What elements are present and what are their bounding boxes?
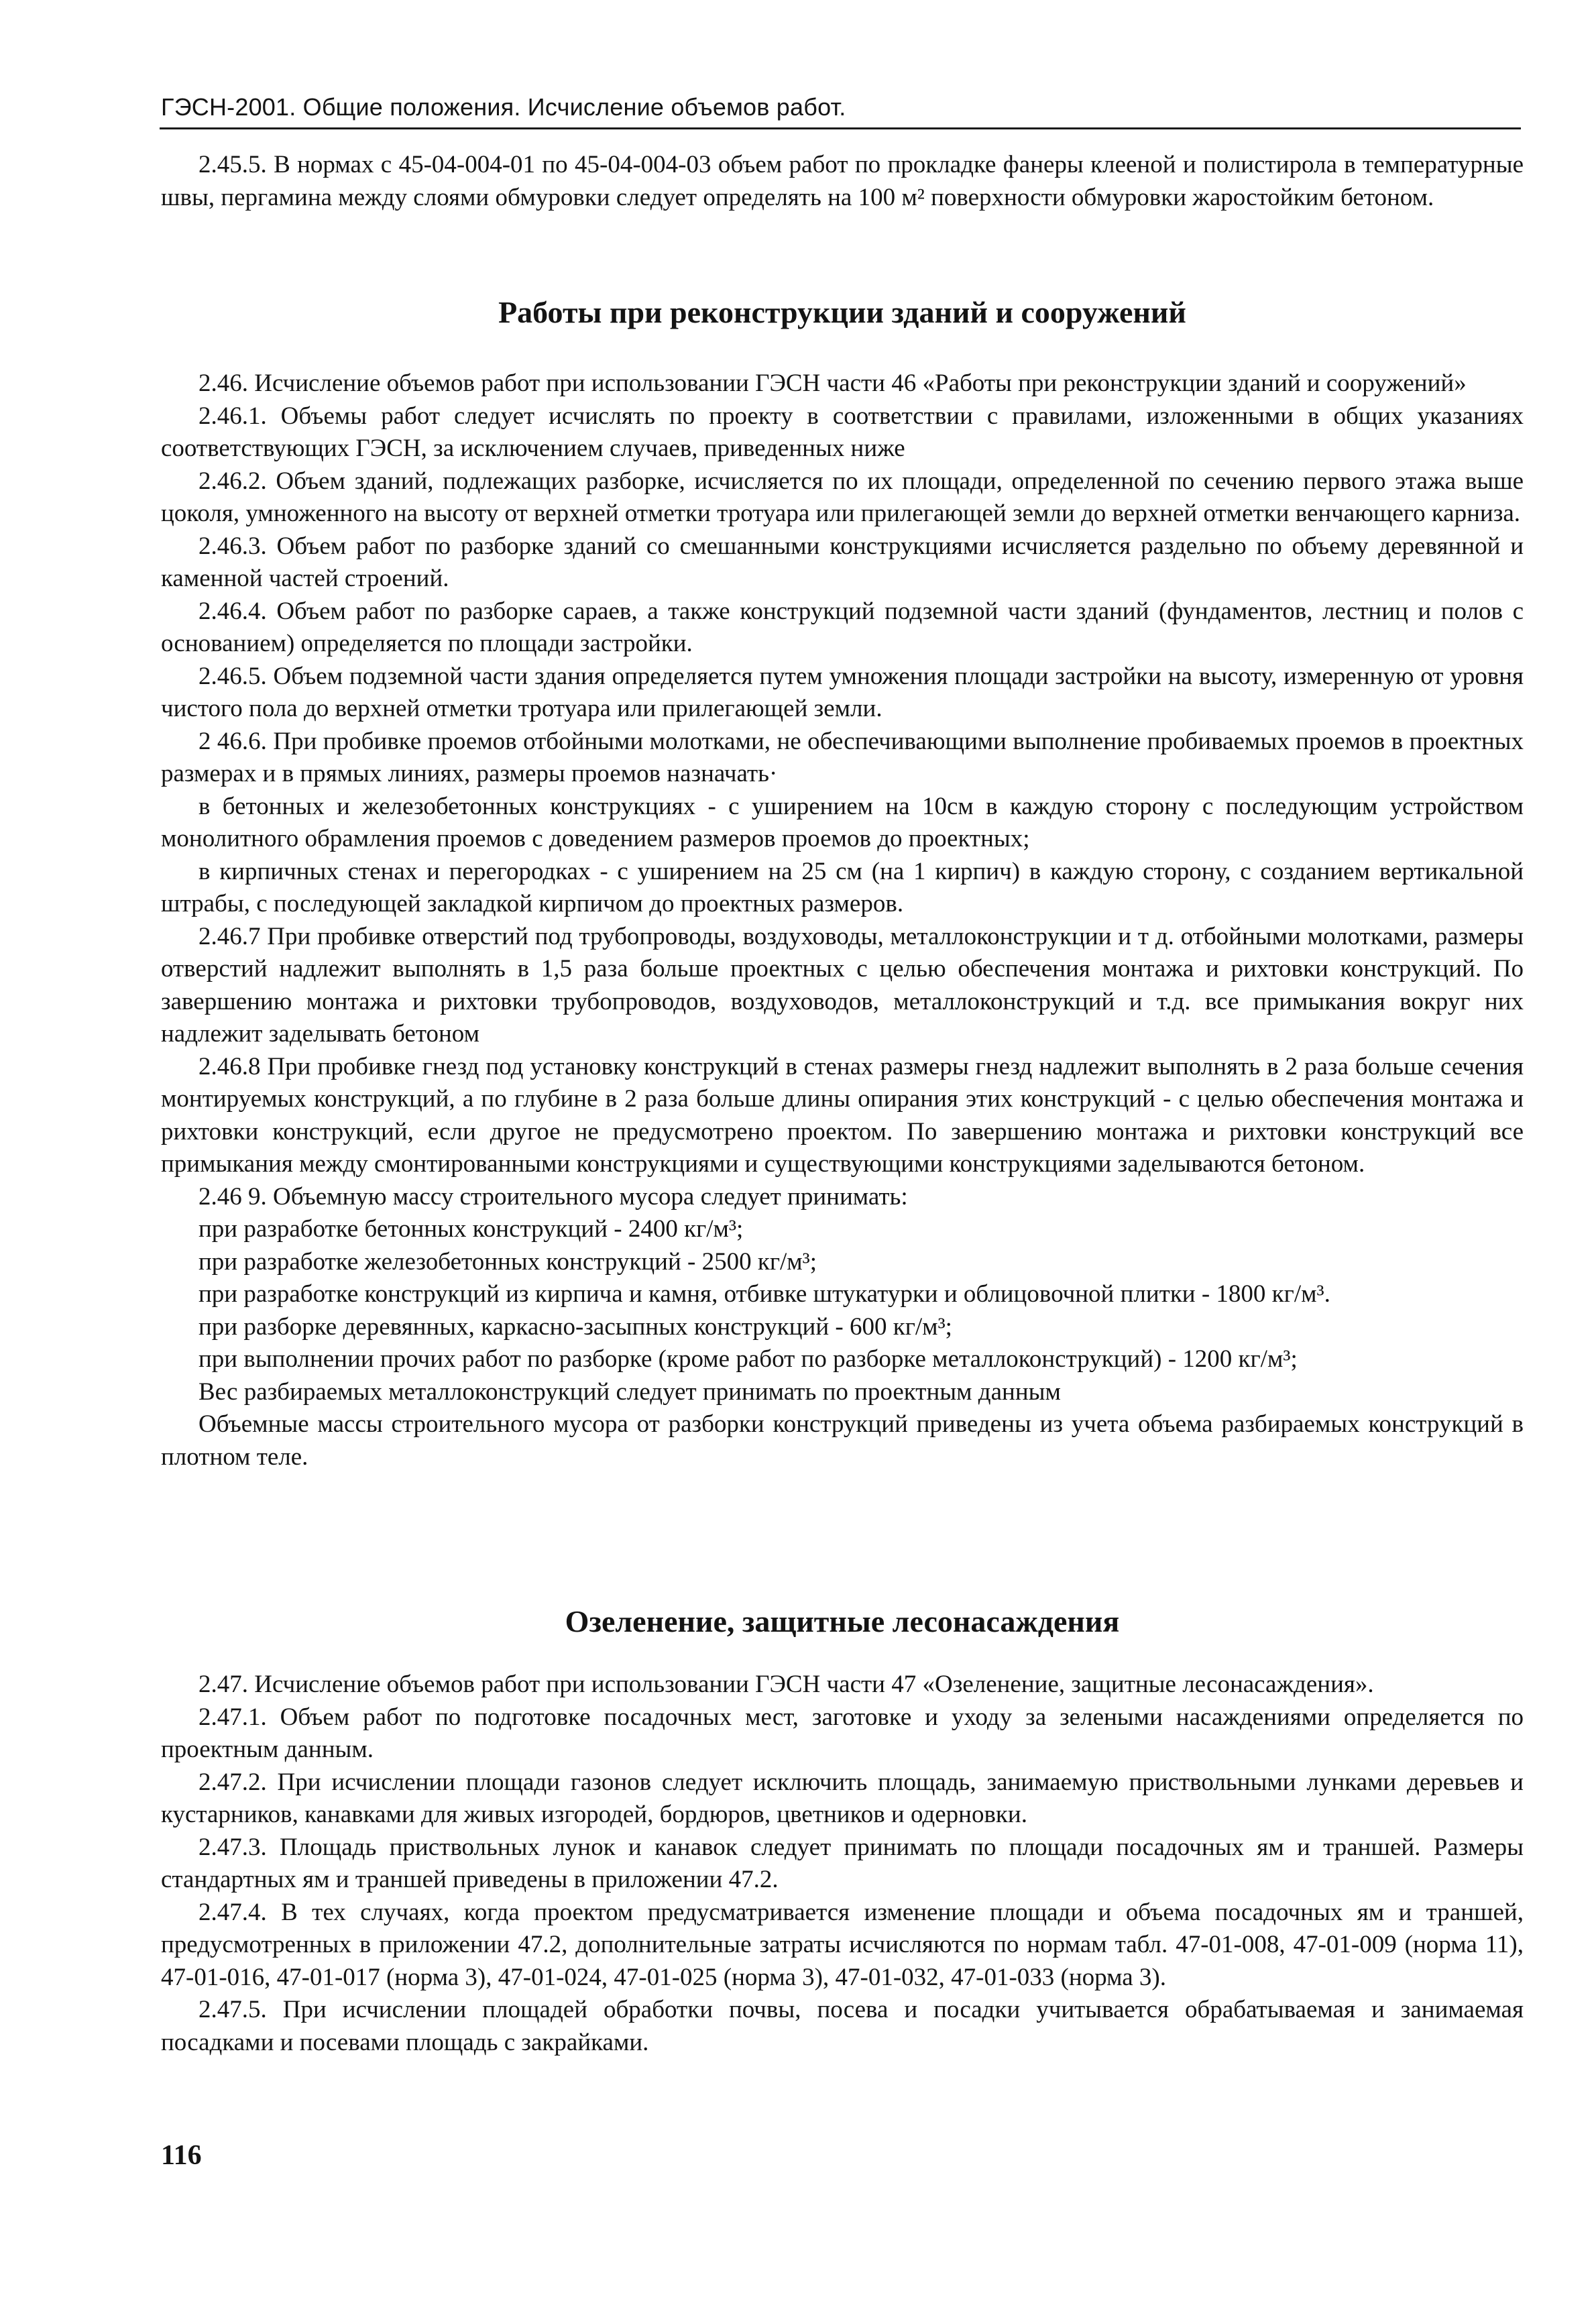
paragraph: 2.47.2. При исчислении площади газонов следует исключить площадь, занимаемую приствольными лунками деревьев и кустарников, канавками для живых изгородей, бордюров, цветников и одерновки.: [161, 1768, 1524, 1828]
paragraph: 2.46.8 При пробивке гнезд под установку конструкций в стенах размеры гнезд надлежит выполнять в 2 раза больше сечения монтируемых конструкций, а по глубине в 2 раза больше длины опирания этих конструкций - с целью обеспечения монтажа и рихтовки конструкций, если другое не предусмотрено проектом. По завершению монтажа и рихтовки конструкций все примыкания между смонтированными конструкциями и существующими конструкциями заделываются бетоном.: [161, 1052, 1524, 1178]
paragraph: 2.47.4. В тех случаях, когда проектом предусматривается изменение площади и объема посадочных ям и траншей, предусмотренных в приложении 47.2, дополнительные затраты исчисляются по нормам табл. 47-01-008, 47-01-009 (норма 11), 47-01-016, 47-01-017 (норма 3), 47-01-024, 47-01-025 (норма 3), 47-01-032, 47-01-033 (норма 3).: [161, 1898, 1524, 1991]
running-header: ГЭСН-2001. Общие положения. Исчисление объемов работ.: [161, 93, 846, 121]
paragraph: 2.46.3. Объем работ по разборке зданий со смешанными конструкциями исчисляется раздельно по объему деревянной и каменной частей строений.: [161, 532, 1524, 592]
paragraph: 2.46 9. Объемную массу строительного мусора следует принимать:: [198, 1182, 908, 1211]
paragraph: 2.47.1. Объем работ по подготовке посадочных мест, заготовке и уходу за зелеными насаждениями определяется по проектным данным.: [161, 1703, 1524, 1763]
header-rule: [160, 127, 1521, 129]
section-reconstruction-body: [161, 368, 1524, 1473]
paragraph: 2.47. Исчисление объемов работ при использовании ГЭСН части 47 «Озеленение, защитные лесонасаждения».: [198, 1671, 1374, 1698]
list-item: при разборке деревянных, каркасно-засыпных конструкций - 600 кг/м³;: [198, 1312, 952, 1341]
paragraph: 2.46.5. Объем подземной части здания определяется путем умножения площади застройки на высоту, измеренную от уровня чистого пола до верхней отметки тротуара или прилегающей земли.: [161, 662, 1524, 722]
section-title-landscaping-wrap: [161, 1602, 1524, 1642]
paragraph: 2 46.6. При пробивке проемов отбойными молотками, не обеспечивающими выполнение пробиваемых проемов в проектных размерах и в прямых линиях, размеры проемов назначать·: [161, 727, 1524, 787]
page-number: 116: [161, 2140, 202, 2171]
paragraph-group-top: [161, 149, 1524, 214]
section-title-landscaping: Озеленение, защитные лесонасаждения: [565, 1604, 1120, 1638]
paragraph: в кирпичных стенах и перегородках - с уширением на 25 см (на 1 кирпич) в каждую сторону, с созданием вертикальной штрабы, с последующей закладкой кирпичом до проектных размеров.: [161, 857, 1524, 917]
paragraph: 2.45.5. В нормах с 45-04-004-01 по 45-04-004-03 объем работ по прокладке фанеры клееной и полистирола в температурные швы, пергамина между слоями обмуровки следует определять на 100 м² поверхности обмуровки жаростойким бетоном.: [161, 151, 1524, 211]
paragraph: 2.46. Исчисление объемов работ при использовании ГЭСН части 46 «Работы при реконструкции зданий и сооружений»: [198, 370, 1467, 397]
list-item: при разработке конструкций из кирпича и камня, отбивке штукатурки и облицовочной плитки - 1800 кг/м³.: [198, 1280, 1330, 1308]
paragraph: Вес разбираемых металлоконструкций следует принимать по проектным данным: [198, 1378, 1061, 1406]
section-landscaping-body: [161, 1669, 1524, 2059]
paragraph: Объемные массы строительного мусора от разборки конструкций приведены из учета объема разбираемых конструкций в плотном теле.: [161, 1410, 1524, 1471]
paragraph: 2.46.7 При пробивке отверстий под трубопроводы, воздуховоды, металлоконструкции и т д. отбойными молотками, размеры отверстий надлежит выполнять в 1,5 раза больше проектных с целью обеспечения монтажа и рихтовки конструкций. По завершению монтажа и рихтовки трубопроводов, воздуховодов, металлоконструкций и т.д. все примыкания вокруг них надлежит заделывать бетоном: [161, 922, 1524, 1048]
paragraph: 2.47.5. При исчислении площадей обработки почвы, посева и посадки учитывается обрабатываемая и занимаемая посадками и посевами площадь с закрайками.: [161, 1996, 1524, 2056]
paragraph: в бетонных и железобетонных конструкциях - с уширением на 10см в каждую сторону с последующим устройством монолитного обрамления проемов с доведением размеров проемов до проектных;: [161, 792, 1524, 852]
paragraph: 2.46.2. Объем зданий, подлежащих разборке, исчисляется по их площади, определенной по сечению первого этажа выше цоколя, умноженного на высоту от верхней отметки тротуара или прилегающей земли до верхней отметки венчающего карниза.: [161, 467, 1524, 527]
list-item: при разработке железобетонных конструкций - 2500 кг/м³;: [198, 1247, 817, 1276]
list-item: при выполнении прочих работ по разборке (кроме работ по разборке металлоконструкций) - 1200 кг/м³;: [198, 1345, 1298, 1373]
paragraph: 2.46.1. Объемы работ следует исчислять по проекту в соответствии с правилами, изложенными в общих указаниях соответствующих ГЭСН, за исключением случаев, приведенных ниже: [161, 402, 1524, 462]
section-title-reconstruction-wrap: [161, 292, 1524, 333]
section-title-reconstruction: Работы при реконструкции зданий и сооружений: [498, 295, 1186, 329]
paragraph: 2.46.4. Объем работ по разборке сараев, а также конструкций подземной части зданий (фундаментов, лестниц и полов с основанием) определяется по площади застройки.: [161, 597, 1524, 657]
paragraph: 2.47.3. Площадь приствольных лунок и канавок следует принимать по площади посадочных ям и траншей. Размеры стандартных ям и траншей приведены в приложении 47.2.: [161, 1833, 1524, 1893]
list-item: при разработке бетонных конструкций - 2400 кг/м³;: [198, 1215, 744, 1243]
